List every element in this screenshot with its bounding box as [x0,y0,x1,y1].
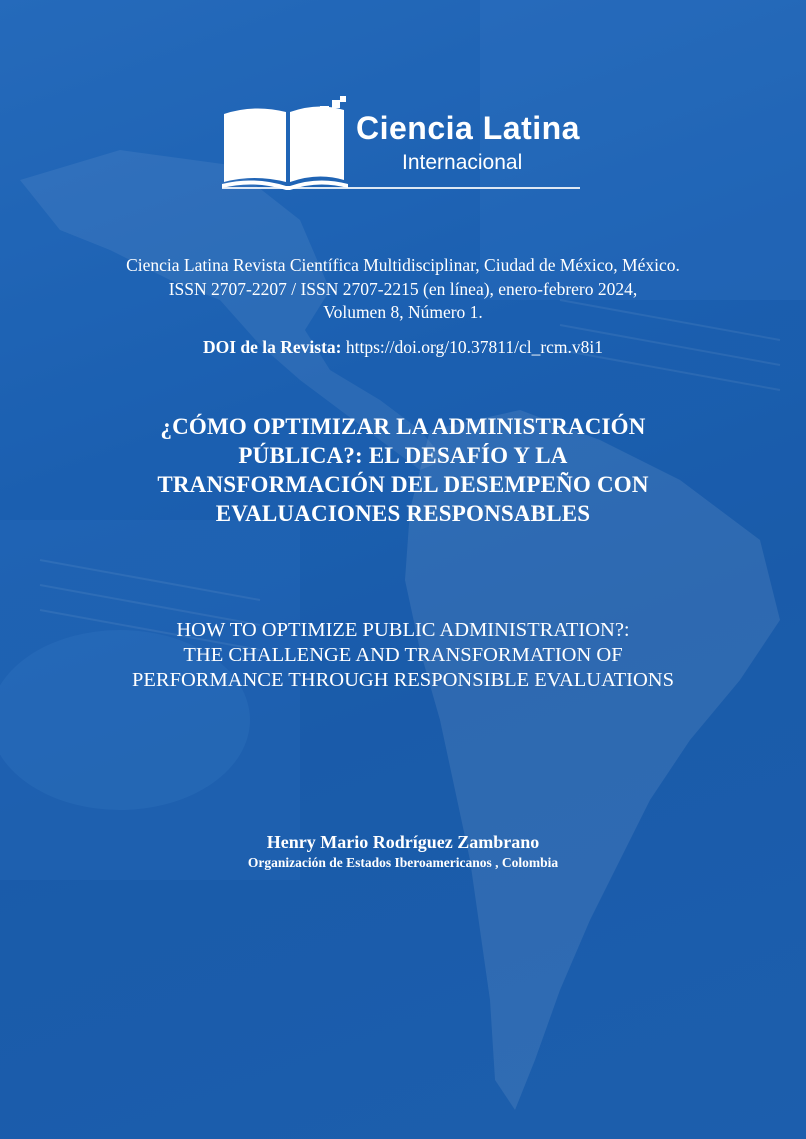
title-line: PERFORMANCE THROUGH RESPONSIBLE EVALUATIONS [132,669,674,691]
title-spanish [60,412,746,528]
journal-info [40,254,766,325]
brand-name: Ciencia Latina [356,110,580,146]
doi-label: DOI de la Revista: [202,337,342,357]
author-affiliation: Organización de Estados Iberoamericanos , Colombia [247,855,559,870]
journal-line: ISSN 2707-2207 / ISSN 2707-2215 (en línea), enero-febrero 2024, [168,278,638,299]
title-line: HOW TO OPTIMIZE PUBLIC ADMINISTRATION?: [176,619,630,641]
brand-subtitle: Internacional [402,151,523,174]
title-english [60,618,746,693]
title-line: TRANSFORMACIÓN DEL DESEMPEÑO CON [157,472,649,497]
doi-line [40,337,766,358]
title-line: EVALUACIONES RESPONSABLES [215,501,591,526]
title-line: PÚBLICA?: EL DESAFÍO Y LA [238,443,568,468]
title-line: THE CHALLENGE AND TRANSFORMATION OF [183,644,623,666]
logo-divider [222,187,580,189]
doi-link[interactable]: https://doi.org/10.37811/cl_rcm.v8i1 [345,337,604,357]
brand-logo [356,112,580,173]
journal-line: Ciencia Latina Revista Científica Multidisciplinar, Ciudad de México, México. [126,255,680,275]
author-name: Henry Mario Rodríguez Zambrano [266,832,540,852]
title-line: ¿CÓMO OPTIMIZAR LA ADMINISTRACIÓN [160,414,646,439]
journal-line: Volumen 8, Número 1. [323,302,483,322]
